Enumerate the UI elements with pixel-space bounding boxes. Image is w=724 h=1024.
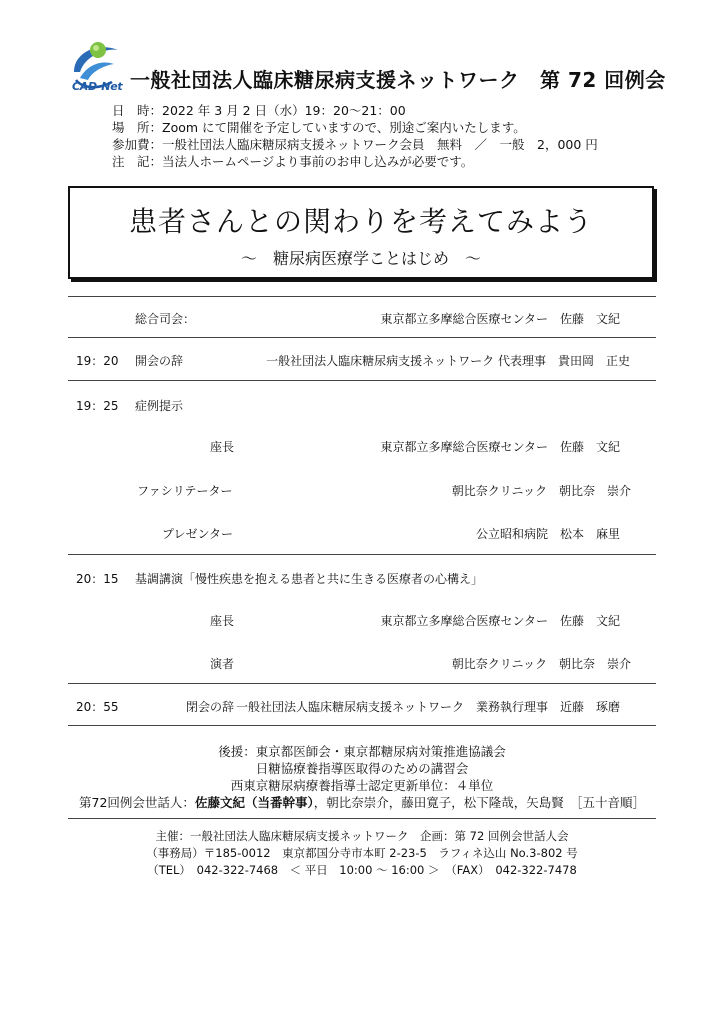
footer-line-3: （TEL） 042-322-7468 ＜ 平日 10:00 ～ 16:00 ＞ （FAX） 042-322-7478 [147,863,577,877]
presenter-name: 公立昭和病院 松本 麻里 [475,527,620,541]
divider [68,683,656,684]
divider [68,818,656,819]
closing-time: 20：55 [76,700,119,714]
facilitator-label: ファシリテーター [137,484,233,498]
info-date: 日 時：2022 年 3 月 2 日（水）19：20～21：00 [112,103,406,118]
mc-name: 東京都立多摩総合医療センター 佐藤 文紀 [380,312,620,326]
organizers-list: ，朝比奈崇介，藤田寛子，松下隆哉，矢島賢 ［五十音順］ [313,795,645,810]
case-label: 症例提示 [135,399,184,413]
main-title: 患者さんとの関わりを考えてみよう [128,205,593,238]
support-line-3: 西東京糖尿病療養指導士認定更新単位：４単位 [230,778,494,793]
support-line-1: 後援：東京都医師会・東京都糖尿病対策推進協議会 [218,744,506,759]
divider [68,380,656,381]
speaker-label: 演者 [210,657,235,671]
closing-label: 閉会の辞 [186,700,235,714]
divider [68,725,656,726]
divider [68,296,656,297]
title-box [68,186,654,279]
case-chair-label: 座長 [210,440,235,454]
page-title: 一般社団法人臨床糖尿病支援ネットワーク 第 72 回例会 [130,68,666,92]
lead-organizer: 佐藤文紀（当番幹事） [194,795,314,810]
lecture-time: 20：15 [76,572,119,586]
speaker-name: 朝比奈クリニック 朝比奈 崇介 [451,657,631,671]
info-place: 場 所：Zoom にて開催を予定していますので、別途ご案内いたします。 [112,120,526,135]
lecture-label: 基調講演「慢性疾患を抱える患者と共に生きる医療者の心構え」 [135,572,484,586]
organizers-label: 第72回例会世話人： [79,795,195,810]
footer-line-2: （事務局）〒185-0012 東京都国分寺市本町 2-23-5 ラフィネ込山 No.3-802 号 [146,846,578,860]
case-chair-name: 東京都立多摩総合医療センター 佐藤 文紀 [380,440,620,454]
lecture-chair-label: 座長 [210,614,235,628]
opening-name: 一般社団法人臨床糖尿病支援ネットワーク 代表理事 貴田岡 正史 [266,354,630,368]
support-line-2: 日糖協療養指導医取得のための講習会 [255,761,469,776]
facilitator-name: 朝比奈クリニック 朝比奈 崇介 [451,484,631,498]
case-time: 19：25 [76,399,119,413]
opening-label: 開会の辞 [135,354,184,368]
footer-line-1: 主催：一般社団法人臨床糖尿病支援ネットワーク 企画：第 72 回例会世話人会 [155,829,569,843]
divider [68,337,656,338]
mc-label: 総合司会： [135,312,196,326]
divider [68,554,656,555]
info-fee: 参加費：一般社団法人臨床糖尿病支援ネットワーク会員 無料 ／ 一般 2，000 円 [112,137,598,152]
presenter-label: プレゼンター [162,527,234,541]
support-line-4 [0,793,724,811]
sub-title: ～ 糖尿病医療学ことはじめ ～ [240,249,481,268]
opening-time: 19：20 [76,354,119,368]
logo-text: CAD-Net [72,80,123,93]
info-note: 注 記：当法人ホームページより事前のお申し込みが必要です。 [112,154,474,169]
lecture-chair-name: 東京都立多摩総合医療センター 佐藤 文紀 [380,614,620,628]
closing-name: 一般社団法人臨床糖尿病支援ネットワーク 業務執行理事 近藤 琢磨 [235,700,620,714]
